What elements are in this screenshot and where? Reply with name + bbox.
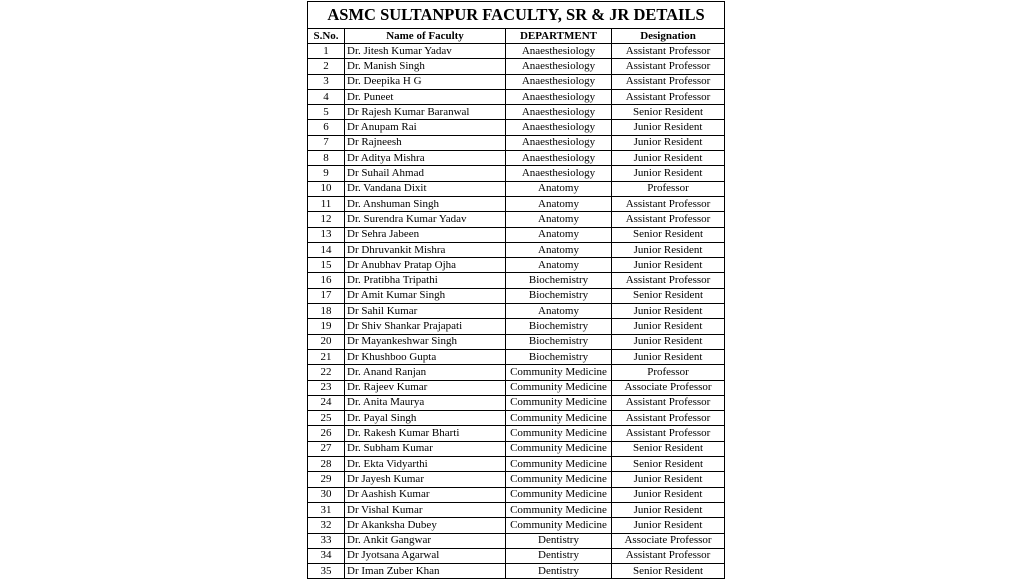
table-row: [308, 349, 725, 364]
table-row: [308, 365, 725, 380]
cell-department: Community Medicine: [506, 365, 612, 380]
table-row: [308, 304, 725, 319]
cell-sno: 20: [308, 334, 345, 349]
cell-designation: Junior Resident: [612, 502, 725, 517]
cell-department: Anatomy: [506, 304, 612, 319]
cell-designation: Assistant Professor: [612, 426, 725, 441]
cell-designation: Junior Resident: [612, 151, 725, 166]
cell-department: Biochemistry: [506, 334, 612, 349]
cell-sno: 2: [308, 59, 345, 74]
cell-sno: 28: [308, 457, 345, 472]
cell-faculty-name: Dr. Anshuman Singh: [345, 196, 506, 211]
cell-faculty-name: Dr Aditya Mishra: [345, 151, 506, 166]
cell-faculty-name: Dr. Anand Ranjan: [345, 365, 506, 380]
cell-designation: Senior Resident: [612, 457, 725, 472]
cell-department: Biochemistry: [506, 273, 612, 288]
cell-faculty-name: Dr. Surendra Kumar Yadav: [345, 212, 506, 227]
cell-sno: 6: [308, 120, 345, 135]
cell-designation: Junior Resident: [612, 334, 725, 349]
cell-sno: 14: [308, 242, 345, 257]
cell-faculty-name: Dr Akanksha Dubey: [345, 518, 506, 533]
cell-sno: 25: [308, 411, 345, 426]
cell-department: Anatomy: [506, 181, 612, 196]
header-row: [308, 29, 725, 44]
cell-designation: Junior Resident: [612, 487, 725, 502]
cell-sno: 16: [308, 273, 345, 288]
cell-designation: Assistant Professor: [612, 548, 725, 563]
cell-sno: 24: [308, 395, 345, 410]
cell-faculty-name: Dr. Deepika H G: [345, 74, 506, 89]
table-row: [308, 227, 725, 242]
cell-sno: 19: [308, 319, 345, 334]
column-header-name: Name of Faculty: [345, 29, 506, 44]
cell-sno: 23: [308, 380, 345, 395]
cell-designation: Assistant Professor: [612, 395, 725, 410]
cell-sno: 32: [308, 518, 345, 533]
cell-designation: Junior Resident: [612, 518, 725, 533]
table-row: [308, 105, 725, 120]
cell-department: Anatomy: [506, 227, 612, 242]
cell-sno: 30: [308, 487, 345, 502]
cell-faculty-name: Dr Jyotsana Agarwal: [345, 548, 506, 563]
cell-sno: 21: [308, 349, 345, 364]
cell-sno: 17: [308, 288, 345, 303]
cell-sno: 35: [308, 564, 345, 579]
table-row: [308, 74, 725, 89]
cell-department: Anaesthesiology: [506, 105, 612, 120]
cell-department: Community Medicine: [506, 487, 612, 502]
cell-faculty-name: Dr Suhail Ahmad: [345, 166, 506, 181]
table-row: [308, 120, 725, 135]
cell-department: Anatomy: [506, 212, 612, 227]
cell-faculty-name: Dr Shiv Shankar Prajapati: [345, 319, 506, 334]
cell-sno: 13: [308, 227, 345, 242]
cell-faculty-name: Dr. Payal Singh: [345, 411, 506, 426]
cell-designation: Assistant Professor: [612, 212, 725, 227]
table-row: [308, 334, 725, 349]
table-row: [308, 380, 725, 395]
cell-designation: Junior Resident: [612, 349, 725, 364]
cell-faculty-name: Dr Jayesh Kumar: [345, 472, 506, 487]
cell-sno: 9: [308, 166, 345, 181]
cell-faculty-name: Dr Anupam Rai: [345, 120, 506, 135]
cell-department: Community Medicine: [506, 395, 612, 410]
cell-faculty-name: Dr Aashish Kumar: [345, 487, 506, 502]
cell-department: Community Medicine: [506, 502, 612, 517]
cell-designation: Assistant Professor: [612, 89, 725, 104]
cell-designation: Junior Resident: [612, 304, 725, 319]
cell-department: Anaesthesiology: [506, 74, 612, 89]
cell-department: Biochemistry: [506, 288, 612, 303]
cell-department: Community Medicine: [506, 441, 612, 456]
cell-designation: Assistant Professor: [612, 196, 725, 211]
cell-faculty-name: Dr Anubhav Pratap Ojha: [345, 258, 506, 273]
cell-sno: 27: [308, 441, 345, 456]
cell-faculty-name: Dr Amit Kumar Singh: [345, 288, 506, 303]
cell-designation: Junior Resident: [612, 258, 725, 273]
cell-designation: Junior Resident: [612, 319, 725, 334]
cell-department: Anatomy: [506, 242, 612, 257]
cell-sno: 8: [308, 151, 345, 166]
column-header-sno: S.No.: [308, 29, 345, 44]
page-title: ASMC SULTANPUR FACULTY, SR & JR DETAILS: [308, 2, 725, 29]
cell-faculty-name: Dr Sehra Jabeen: [345, 227, 506, 242]
table-row: [308, 135, 725, 150]
cell-department: Biochemistry: [506, 349, 612, 364]
cell-department: Dentistry: [506, 564, 612, 579]
table-row: [308, 518, 725, 533]
cell-sno: 22: [308, 365, 345, 380]
cell-faculty-name: Dr Khushboo Gupta: [345, 349, 506, 364]
cell-faculty-name: Dr. Ankit Gangwar: [345, 533, 506, 548]
table-row: [308, 89, 725, 104]
table-row: [308, 212, 725, 227]
table-row: [308, 242, 725, 257]
cell-sno: 5: [308, 105, 345, 120]
cell-department: Anatomy: [506, 258, 612, 273]
cell-faculty-name: Dr. Ekta Vidyarthi: [345, 457, 506, 472]
table-row: [308, 151, 725, 166]
cell-faculty-name: Dr Rajneesh: [345, 135, 506, 150]
table-row: [308, 44, 725, 59]
table-row: [308, 487, 725, 502]
cell-department: Community Medicine: [506, 472, 612, 487]
cell-department: Community Medicine: [506, 380, 612, 395]
cell-designation: Professor: [612, 181, 725, 196]
cell-sno: 34: [308, 548, 345, 563]
cell-sno: 12: [308, 212, 345, 227]
cell-designation: Junior Resident: [612, 120, 725, 135]
table-row: [308, 564, 725, 579]
table-row: [308, 258, 725, 273]
cell-sno: 11: [308, 196, 345, 211]
cell-designation: Junior Resident: [612, 166, 725, 181]
table-row: [308, 273, 725, 288]
cell-faculty-name: Dr. Puneet: [345, 89, 506, 104]
cell-designation: Junior Resident: [612, 242, 725, 257]
faculty-table: [307, 1, 725, 579]
cell-faculty-name: Dr. Manish Singh: [345, 59, 506, 74]
cell-sno: 31: [308, 502, 345, 517]
table-row: [308, 426, 725, 441]
cell-department: Community Medicine: [506, 426, 612, 441]
cell-department: Biochemistry: [506, 319, 612, 334]
cell-department: Community Medicine: [506, 411, 612, 426]
table-row: [308, 319, 725, 334]
table-row: [308, 472, 725, 487]
cell-designation: Associate Professor: [612, 533, 725, 548]
cell-designation: Assistant Professor: [612, 74, 725, 89]
cell-designation: Senior Resident: [612, 441, 725, 456]
cell-department: Anaesthesiology: [506, 151, 612, 166]
table-row: [308, 533, 725, 548]
cell-designation: Junior Resident: [612, 472, 725, 487]
cell-faculty-name: Dr. Vandana Dixit: [345, 181, 506, 196]
cell-department: Community Medicine: [506, 518, 612, 533]
cell-designation: Assistant Professor: [612, 59, 725, 74]
cell-department: Anaesthesiology: [506, 120, 612, 135]
cell-designation: Assistant Professor: [612, 411, 725, 426]
cell-designation: Senior Resident: [612, 564, 725, 579]
cell-faculty-name: Dr Sahil Kumar: [345, 304, 506, 319]
cell-designation: Assistant Professor: [612, 44, 725, 59]
cell-department: Anaesthesiology: [506, 135, 612, 150]
table-row: [308, 457, 725, 472]
table-row: [308, 196, 725, 211]
cell-sno: 10: [308, 181, 345, 196]
table-row: [308, 395, 725, 410]
cell-designation: Assistant Professor: [612, 273, 725, 288]
cell-designation: Senior Resident: [612, 105, 725, 120]
table-body: [308, 44, 725, 579]
title-row: [308, 2, 725, 29]
column-header-department: DEPARTMENT: [506, 29, 612, 44]
cell-designation: Junior Resident: [612, 135, 725, 150]
cell-faculty-name: Dr. Jitesh Kumar Yadav: [345, 44, 506, 59]
cell-department: Anatomy: [506, 196, 612, 211]
cell-faculty-name: Dr. Pratibha Tripathi: [345, 273, 506, 288]
cell-department: Dentistry: [506, 533, 612, 548]
cell-department: Community Medicine: [506, 457, 612, 472]
table-row: [308, 411, 725, 426]
cell-department: Anaesthesiology: [506, 89, 612, 104]
cell-department: Anaesthesiology: [506, 59, 612, 74]
cell-designation: Associate Professor: [612, 380, 725, 395]
table-row: [308, 441, 725, 456]
table-row: [308, 548, 725, 563]
cell-faculty-name: Dr Iman Zuber Khan: [345, 564, 506, 579]
cell-faculty-name: Dr Vishal Kumar: [345, 502, 506, 517]
cell-sno: 29: [308, 472, 345, 487]
column-header-designation: Designation: [612, 29, 725, 44]
cell-department: Dentistry: [506, 548, 612, 563]
table-row: [308, 59, 725, 74]
table-row: [308, 181, 725, 196]
table-row: [308, 166, 725, 181]
cell-faculty-name: Dr Mayankeshwar Singh: [345, 334, 506, 349]
cell-department: Anaesthesiology: [506, 44, 612, 59]
cell-faculty-name: Dr. Rajeev Kumar: [345, 380, 506, 395]
cell-sno: 18: [308, 304, 345, 319]
cell-faculty-name: Dr Rajesh Kumar Baranwal: [345, 105, 506, 120]
cell-sno: 7: [308, 135, 345, 150]
cell-sno: 4: [308, 89, 345, 104]
table-row: [308, 288, 725, 303]
table-row: [308, 502, 725, 517]
cell-sno: 3: [308, 74, 345, 89]
cell-department: Anaesthesiology: [506, 166, 612, 181]
cell-sno: 15: [308, 258, 345, 273]
cell-designation: Senior Resident: [612, 227, 725, 242]
cell-designation: Professor: [612, 365, 725, 380]
cell-sno: 26: [308, 426, 345, 441]
cell-sno: 33: [308, 533, 345, 548]
cell-faculty-name: Dr. Anita Maurya: [345, 395, 506, 410]
cell-designation: Senior Resident: [612, 288, 725, 303]
cell-faculty-name: Dr. Rakesh Kumar Bharti: [345, 426, 506, 441]
cell-faculty-name: Dr Dhruvankit Mishra: [345, 242, 506, 257]
cell-faculty-name: Dr. Subham Kumar: [345, 441, 506, 456]
cell-sno: 1: [308, 44, 345, 59]
